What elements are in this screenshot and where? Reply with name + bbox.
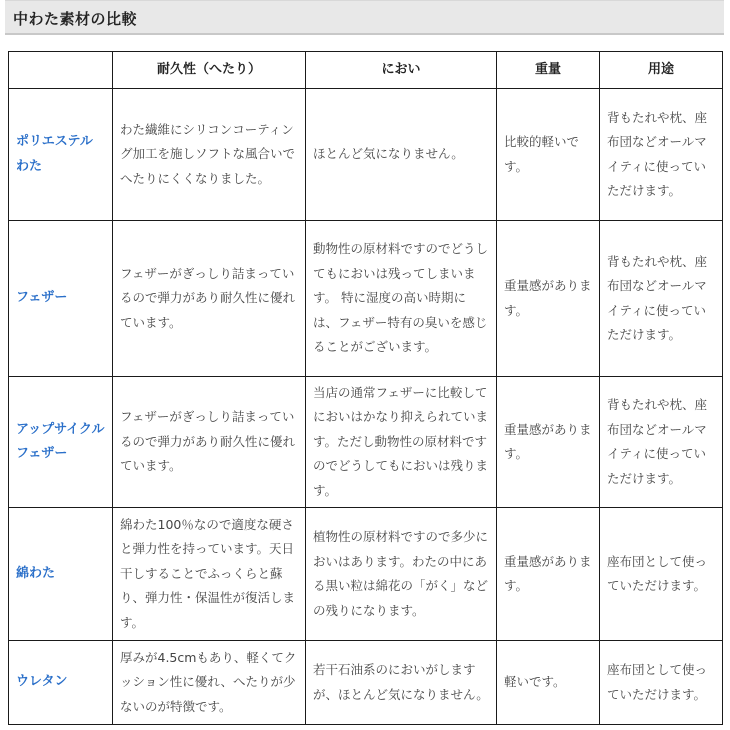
header-durability: 耐久性（へたり） [113, 52, 306, 89]
header-odor: におい [306, 52, 497, 89]
section-banner [5, 0, 724, 35]
use-cell: 座布団として使っていただけます。 [600, 508, 723, 641]
odor-cell: 当店の通常フェザーに比較してにおいはかなり抑えられています。ただし動物性の原材料ですのでどうしてもにおいは残ります。 [306, 377, 497, 508]
durability-cell: フェザーがぎっしり詰まっているので弾力があり耐久性に優れています。 [113, 377, 306, 508]
use-cell: 座布団として使っていただけます。 [600, 641, 723, 725]
weight-cell: 重量感があります。 [497, 221, 600, 377]
filling-comparison-table [8, 51, 723, 725]
material-name: フェザー [9, 221, 113, 377]
material-name: 綿わた [9, 508, 113, 641]
odor-cell: 動物性の原材料ですのでどうしてもにおいは残ってしまいます。 特に湿度の高い時期には、フェザー特有の臭いを感じることがございます。 [306, 221, 497, 377]
use-cell: 背もたれや枕、座布団などオールマイティに使っていただけます。 [600, 221, 723, 377]
durability-cell: 厚みが4.5cmもあり、軽くてクッション性に優れ、へたりが少ないのが特徴です。 [113, 641, 306, 725]
weight-cell: 比較的軽いです。 [497, 89, 600, 221]
weight-cell: 軽いです。 [497, 641, 600, 725]
header-use: 用途 [600, 52, 723, 89]
section-title: 中わた素材の比較 [13, 10, 138, 28]
material-name: ポリエステルわた [9, 89, 113, 221]
table-row [9, 89, 723, 221]
use-cell: 背もたれや枕、座布団などオールマイティに使っていただけます。 [600, 377, 723, 508]
table-row [9, 377, 723, 508]
material-name: アップサイクルフェザー [9, 377, 113, 508]
durability-cell: 綿わた100％なので適度な硬さと弾力性を持っています。天日干しすることでふっくらと蘇り、弾力性・保温性が復活します。 [113, 508, 306, 641]
weight-cell: 重量感があります。 [497, 377, 600, 508]
table-row [9, 221, 723, 377]
odor-cell: 植物性の原材料ですので多少においはあります。わたの中にある黒い粒は綿花の「がく」などの残りになります。 [306, 508, 497, 641]
use-cell: 背もたれや枕、座布団などオールマイティに使っていただけます。 [600, 89, 723, 221]
odor-cell: ほとんど気になりません。 [306, 89, 497, 221]
durability-cell: フェザーがぎっしり詰まっているので弾力があり耐久性に優れています。 [113, 221, 306, 377]
table-row [9, 508, 723, 641]
material-name: ウレタン [9, 641, 113, 725]
header-empty [9, 52, 113, 89]
durability-cell: わた繊維にシリコンコーティング加工を施しソフトな風合いでへたりにくくなりました。 [113, 89, 306, 221]
table-row [9, 641, 723, 725]
odor-cell: 若干石油系のにおいがしますが、ほとんど気になりません。 [306, 641, 497, 725]
header-weight: 重量 [497, 52, 600, 89]
weight-cell: 重量感があります。 [497, 508, 600, 641]
header-row [9, 52, 723, 89]
